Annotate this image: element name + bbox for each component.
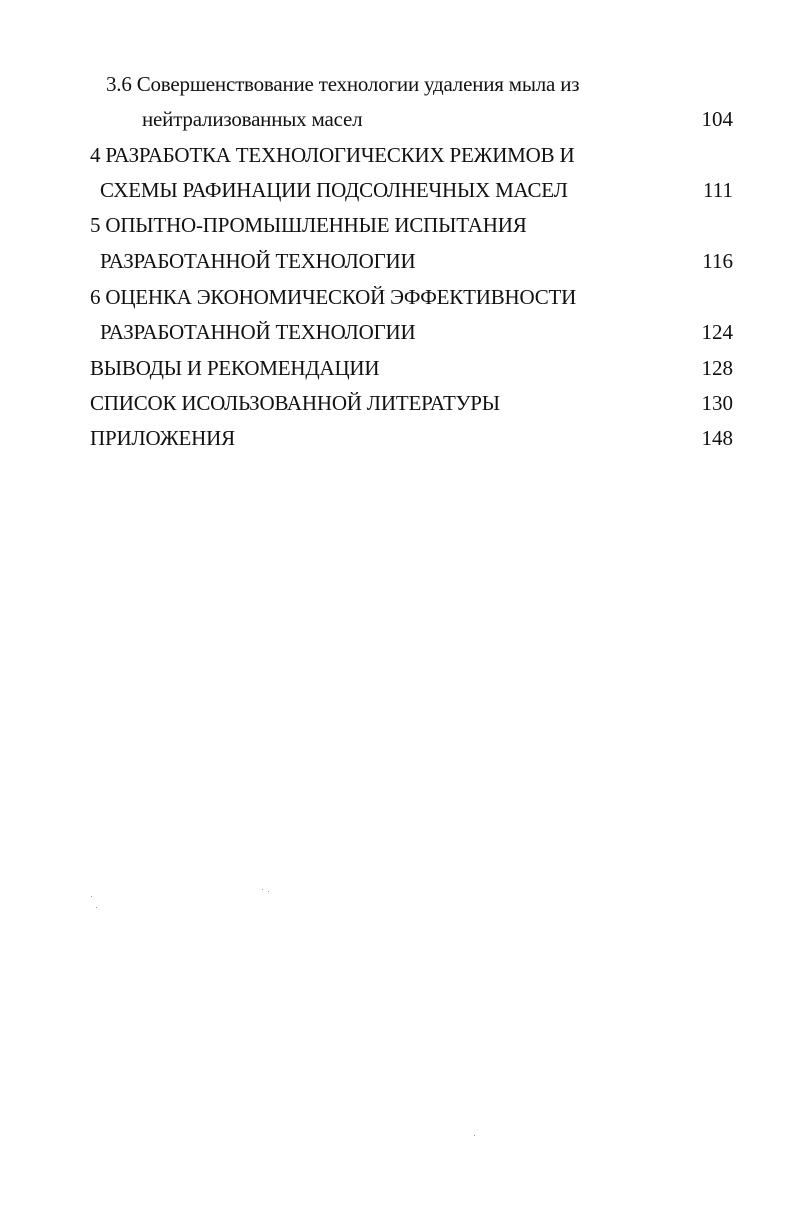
toc-entry-references: СПИСОК ИСОЛЬЗОВАННОЙ ЛИТЕРАТУРЫ <box>90 391 500 415</box>
toc-entry-6-line1: 6 ОЦЕНКА ЭКОНОМИЧЕСКОЙ ЭФФЕКТИВНОСТИ <box>90 285 577 309</box>
toc-entry-3-6-line1: 3.6 Совершенствование технологии удаления мыла из <box>106 72 580 96</box>
toc-entry-conclusions: ВЫВОДЫ И РЕКОМЕНДАЦИИ <box>90 356 380 380</box>
scan-speck <box>268 891 269 892</box>
toc-entry-3-6-page: 104 <box>701 107 733 131</box>
scan-speck <box>474 1135 475 1136</box>
toc-entry-3-6-line2: нейтрализованных масел <box>142 107 363 131</box>
toc-entry-4-line1: 4 РАЗРАБОТКА ТЕХНОЛОГИЧЕСКИХ РЕЖИМОВ И <box>90 143 575 167</box>
scan-speck <box>262 889 263 890</box>
toc-entry-5-line1: 5 ОПЫТНО-ПРОМЫШЛЕННЫЕ ИСПЫТАНИЯ <box>90 213 527 237</box>
toc-entry-6-page: 124 <box>701 320 733 344</box>
toc-entry-5-page: 116 <box>702 249 733 273</box>
toc-entry-4-page: 111 <box>703 178 733 202</box>
toc-entry-conclusions-page: 128 <box>701 356 733 380</box>
toc-entry-appendices-page: 148 <box>701 426 733 450</box>
toc-entry-5-line2: РАЗРАБОТАННОЙ ТЕХНОЛОГИИ <box>100 249 416 273</box>
toc-entry-6-line2: РАЗРАБОТАННОЙ ТЕХНОЛОГИИ <box>100 320 416 344</box>
scan-speck <box>96 907 97 908</box>
toc-entry-4-line2: СХЕМЫ РАФИНАЦИИ ПОДСОЛНЕЧНЫХ МАСЕЛ <box>100 178 568 202</box>
toc-entry-appendices: ПРИЛОЖЕНИЯ <box>90 426 235 450</box>
toc-entry-references-page: 130 <box>701 391 733 415</box>
scan-speck <box>91 896 92 897</box>
